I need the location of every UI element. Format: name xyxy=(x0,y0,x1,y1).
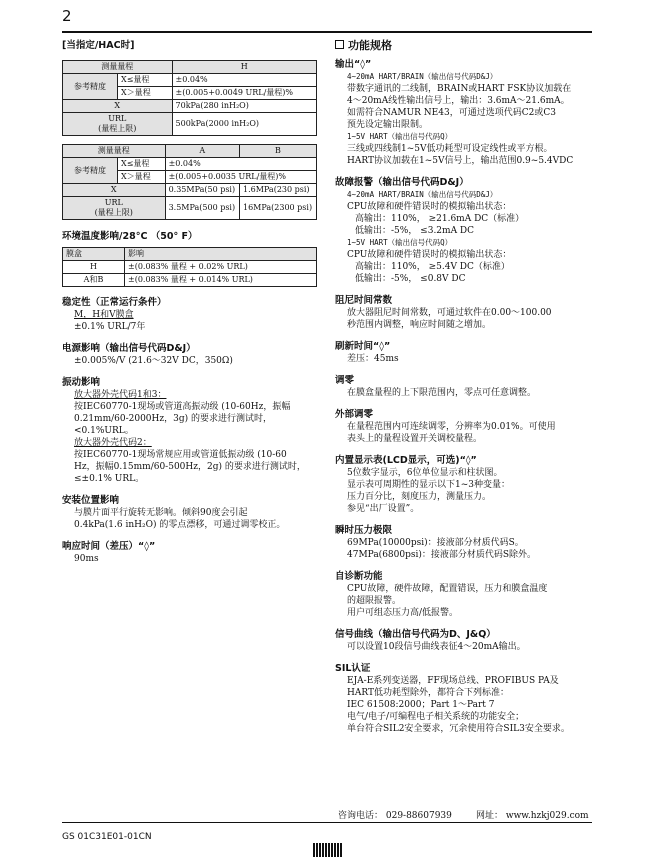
th-b: B xyxy=(239,145,316,158)
sil-title: SIL认证 xyxy=(335,663,371,674)
x-value: 70kPa(280 inH₂O) xyxy=(172,100,316,113)
val-gt: ±(0.005+0.0035 URL/量程)% xyxy=(165,171,316,184)
output-section xyxy=(335,58,595,167)
sil-section xyxy=(335,662,595,735)
output-line: 预先设定输出限制。 xyxy=(347,120,429,130)
vibration-line: 放大器外壳代码2： xyxy=(74,438,152,448)
x-label: X xyxy=(63,184,166,197)
vibration-title: 振动影响 xyxy=(62,377,101,388)
zero-section xyxy=(335,374,595,399)
hac-title: [当指定/HAC时] xyxy=(62,40,135,51)
output-line: 三线或四线制1~5V低功耗型可设定线性或平方根。 xyxy=(347,144,553,154)
val-le: ±0.04% xyxy=(165,158,316,171)
ambient-table xyxy=(62,247,317,287)
th-capsule: 测量量程 xyxy=(63,145,166,158)
display-section xyxy=(335,454,595,515)
mounting-title: 安装位置影响 xyxy=(62,495,120,506)
ambient-effect: ±(0.083% 量程 + 0.02% URL) xyxy=(125,261,317,274)
update-section xyxy=(335,340,595,365)
failure-line: CPU故障和硬件错误时的模拟输出状态： xyxy=(347,250,512,260)
ambient-capsule: H xyxy=(63,261,125,274)
mounting-line: 与膜片面平行旋转无影响。倾斜90度会引起 xyxy=(74,508,248,518)
vibration-line: 0.21mm/60-2000Hz，3g) 的要求进行测试时，<0.1%URL。 xyxy=(74,414,272,436)
cond-gt: X＞量程 xyxy=(118,87,173,100)
response-value: 90ms xyxy=(74,554,99,564)
failure-line: 低输出：-5%， ≤0.8V DC xyxy=(355,274,466,284)
damping-line: 放大器阻尼时间常数，可通过软件在0.00～100.00 xyxy=(347,308,552,318)
power-line: ±0.005%/V (21.6～32V DC，350Ω) xyxy=(74,356,233,366)
selfdiag-line: 的超限报警。 xyxy=(347,596,402,606)
url-label: URL (量程上限) xyxy=(63,113,173,136)
zero-title: 调零 xyxy=(335,375,355,386)
page-number: 2 xyxy=(62,7,72,25)
selfdiag-line: 用户可组态压力高/低报警。 xyxy=(347,608,459,618)
url-label: URL (量程上限) xyxy=(63,197,166,220)
footer-website[interactable]: 网址： www.hzkj029.com xyxy=(476,811,589,821)
failure-title: 故障报警（输出信号代码D&J） xyxy=(335,177,469,188)
display-title: 内置显示表(LCD显示，可选)“◊” xyxy=(335,455,477,466)
vibration-line: ≤±0.1% URL。 xyxy=(74,474,145,484)
update-title: 刷新时间“◊” xyxy=(335,341,391,352)
update-line: 差压：45ms xyxy=(347,354,399,364)
vibration-line: 按IEC60770-1现场或管道高振动级 (10-60Hz，振幅 xyxy=(74,402,291,412)
right-column xyxy=(335,40,595,744)
burst-title: 瞬时压力极限 xyxy=(335,525,393,536)
url-b: 16MPa(2300 psi) xyxy=(239,197,316,220)
footer-phone: 咨询电话： 029-88607939 xyxy=(338,811,452,821)
power-section xyxy=(62,342,324,367)
output-line: 带数字通讯的二线制，BRAIN或HART FSK协议加载在 xyxy=(347,84,572,94)
display-line: 5位数字显示，6位单位显示和柱状图。 xyxy=(347,468,503,478)
selfdiag-title: 自诊断功能 xyxy=(335,571,383,582)
mounting-line: 0.4kPa(1.6 inH₂O) 的零点漂移，可通过调零校正。 xyxy=(74,520,286,530)
burst-section xyxy=(335,524,595,561)
stability-title: 稳定性（正常运行条件） xyxy=(62,297,167,308)
sil-line: 电气/电子/可编程电子相关系统的功能安全； xyxy=(347,712,525,722)
output-line: 如需符合NAMUR NE43，可通过选项代码C2或C3 xyxy=(347,108,556,118)
x-a: 0.35MPa(50 psi) xyxy=(165,184,239,197)
selfdiag-line: CPU故障，硬件故障，配置错误，压力和膜盒温度 xyxy=(347,584,548,594)
damping-line: 秒范围内调整，响应时间随之增加。 xyxy=(347,320,492,330)
failure-subtitle: 1~5V HART（输出信号代码Q） xyxy=(347,238,453,247)
val-le: ±0.04% xyxy=(172,74,316,87)
barcode-icon xyxy=(313,843,343,857)
display-line: 参见“出厂设置”。 xyxy=(347,504,420,514)
ext-zero-section xyxy=(335,408,595,445)
response-section xyxy=(62,540,324,565)
th-capsule: 测量量程 xyxy=(63,61,173,74)
th-h: H xyxy=(172,61,316,74)
vibration-line: Hz，振幅0.15mm/60-500Hz，2g) 的要求进行测试时， xyxy=(74,462,306,472)
cond-le: X≤量程 xyxy=(118,158,166,171)
sil-line: EJA-E系列变送器，FF现场总线、PROFIBUS PA及 xyxy=(347,676,559,686)
failure-line: 低输出：-5%， ≤3.2mA DC xyxy=(355,226,475,236)
cond-gt: X＞量程 xyxy=(118,171,166,184)
accuracy-label: 参考精度 xyxy=(63,74,118,100)
burst-line: 69MPa(10000psi)：接液部分材质代码S。 xyxy=(347,538,524,548)
charac-line: 可以设置10段信号曲线表征4～20mA输出。 xyxy=(347,642,526,652)
stability-section xyxy=(62,296,324,333)
url-value: 500kPa(2000 inH₂O) xyxy=(172,113,316,136)
vibration-line: 放大器外壳代码1和3： xyxy=(74,390,167,400)
failure-subtitle: 4~20mA HART/BRAIN（输出信号代码D&J） xyxy=(347,190,498,199)
vibration-line: 按IEC60770-1现场常规应用或管道低振动级 (10-60 xyxy=(74,450,287,460)
display-line: 压力百分比，刻度压力，测量压力。 xyxy=(347,492,492,502)
ambient-effect: ±(0.083% 量程 + 0.014% URL) xyxy=(125,274,317,287)
x-label: X xyxy=(63,100,173,113)
output-subtitle: 1~5V HART（输出信号代码Q） xyxy=(347,132,453,141)
stability-line: ±0.1% URL/7年 xyxy=(74,322,146,332)
footer-rule xyxy=(62,822,592,823)
failure-line: CPU故障和硬件错误时的模拟输出状态： xyxy=(347,202,512,212)
output-line: HART协议加载在1~5V信号上，输出范围0.9~5.4VDC xyxy=(347,156,574,166)
ambient-capsule: A和B xyxy=(63,274,125,287)
sil-line: HART低功耗型除外，都符合下列标准： xyxy=(347,688,509,698)
url-a: 3.5MPa(500 psi) xyxy=(165,197,239,220)
output-line: 4～20mA线性输出信号上，输出：3.6mA～21.6mA。 xyxy=(347,96,570,106)
accuracy-table-ab xyxy=(62,144,317,220)
ext-zero-line: 表头上的量程设置开关调校量程。 xyxy=(347,434,483,444)
damping-title: 阻尼时间常数 xyxy=(335,295,393,306)
th-effect: 影响 xyxy=(125,248,317,261)
selfdiag-section xyxy=(335,570,595,619)
zero-line: 在膜盒量程的上下限范围内，零点可任意调整。 xyxy=(347,388,537,398)
failure-section xyxy=(335,176,595,285)
ext-zero-title: 外部调零 xyxy=(335,409,374,420)
accuracy-table-h xyxy=(62,60,317,136)
output-title: 输出“◊” xyxy=(335,59,372,70)
ambient-section xyxy=(62,230,324,287)
checkbox-square-icon xyxy=(335,40,344,49)
failure-line: 高输出：110%， ≥5.4V DC（标准） xyxy=(355,262,510,272)
output-subtitle: 4~20mA HART/BRAIN（输出信号代码D&J） xyxy=(347,72,498,81)
accuracy-label: 参考精度 xyxy=(63,158,118,184)
left-column xyxy=(62,40,324,574)
functional-spec-title: 功能规格 xyxy=(335,40,595,52)
ext-zero-line: 在量程范围内可连续调零，分辨率为0.01%。可使用 xyxy=(347,422,556,432)
doc-code: GS 01C31E01-01CN xyxy=(62,832,152,842)
th-a: A xyxy=(165,145,239,158)
power-title: 电源影响（输出信号代码D&J） xyxy=(62,343,196,354)
burst-line: 47MPa(6800psi)：接液部分材质代码S除外。 xyxy=(347,550,537,560)
th-capsule: 膜盒 xyxy=(63,248,125,261)
stability-line: M，H和V膜盒 xyxy=(74,310,134,320)
mounting-section xyxy=(62,494,324,531)
header-rule xyxy=(62,31,592,33)
cond-le: X≤量程 xyxy=(118,74,173,87)
val-gt: ±(0.005+0.0049 URL/量程)% xyxy=(172,87,316,100)
vibration-section xyxy=(62,376,324,485)
x-b: 1.6MPa(230 psi) xyxy=(239,184,316,197)
failure-line: 高输出：110%， ≥21.6mA DC（标准） xyxy=(355,214,525,224)
sil-line: 单台符合SIL2安全要求，冗余使用符合SIL3安全要求。 xyxy=(347,724,570,734)
damping-section xyxy=(335,294,595,331)
charac-section xyxy=(335,628,595,653)
ambient-title: 环境温度影响/28°C （50° F） xyxy=(62,231,198,242)
charac-title: 信号曲线（输出信号代码为D、J&Q） xyxy=(335,629,496,640)
sil-line: IEC 61508:2000；Part 1～Part 7 xyxy=(347,700,495,710)
display-line: 显示表可周期性的显示以下1~3种变量： xyxy=(347,480,510,490)
response-title: 响应时间（差压）“◊” xyxy=(62,541,156,552)
